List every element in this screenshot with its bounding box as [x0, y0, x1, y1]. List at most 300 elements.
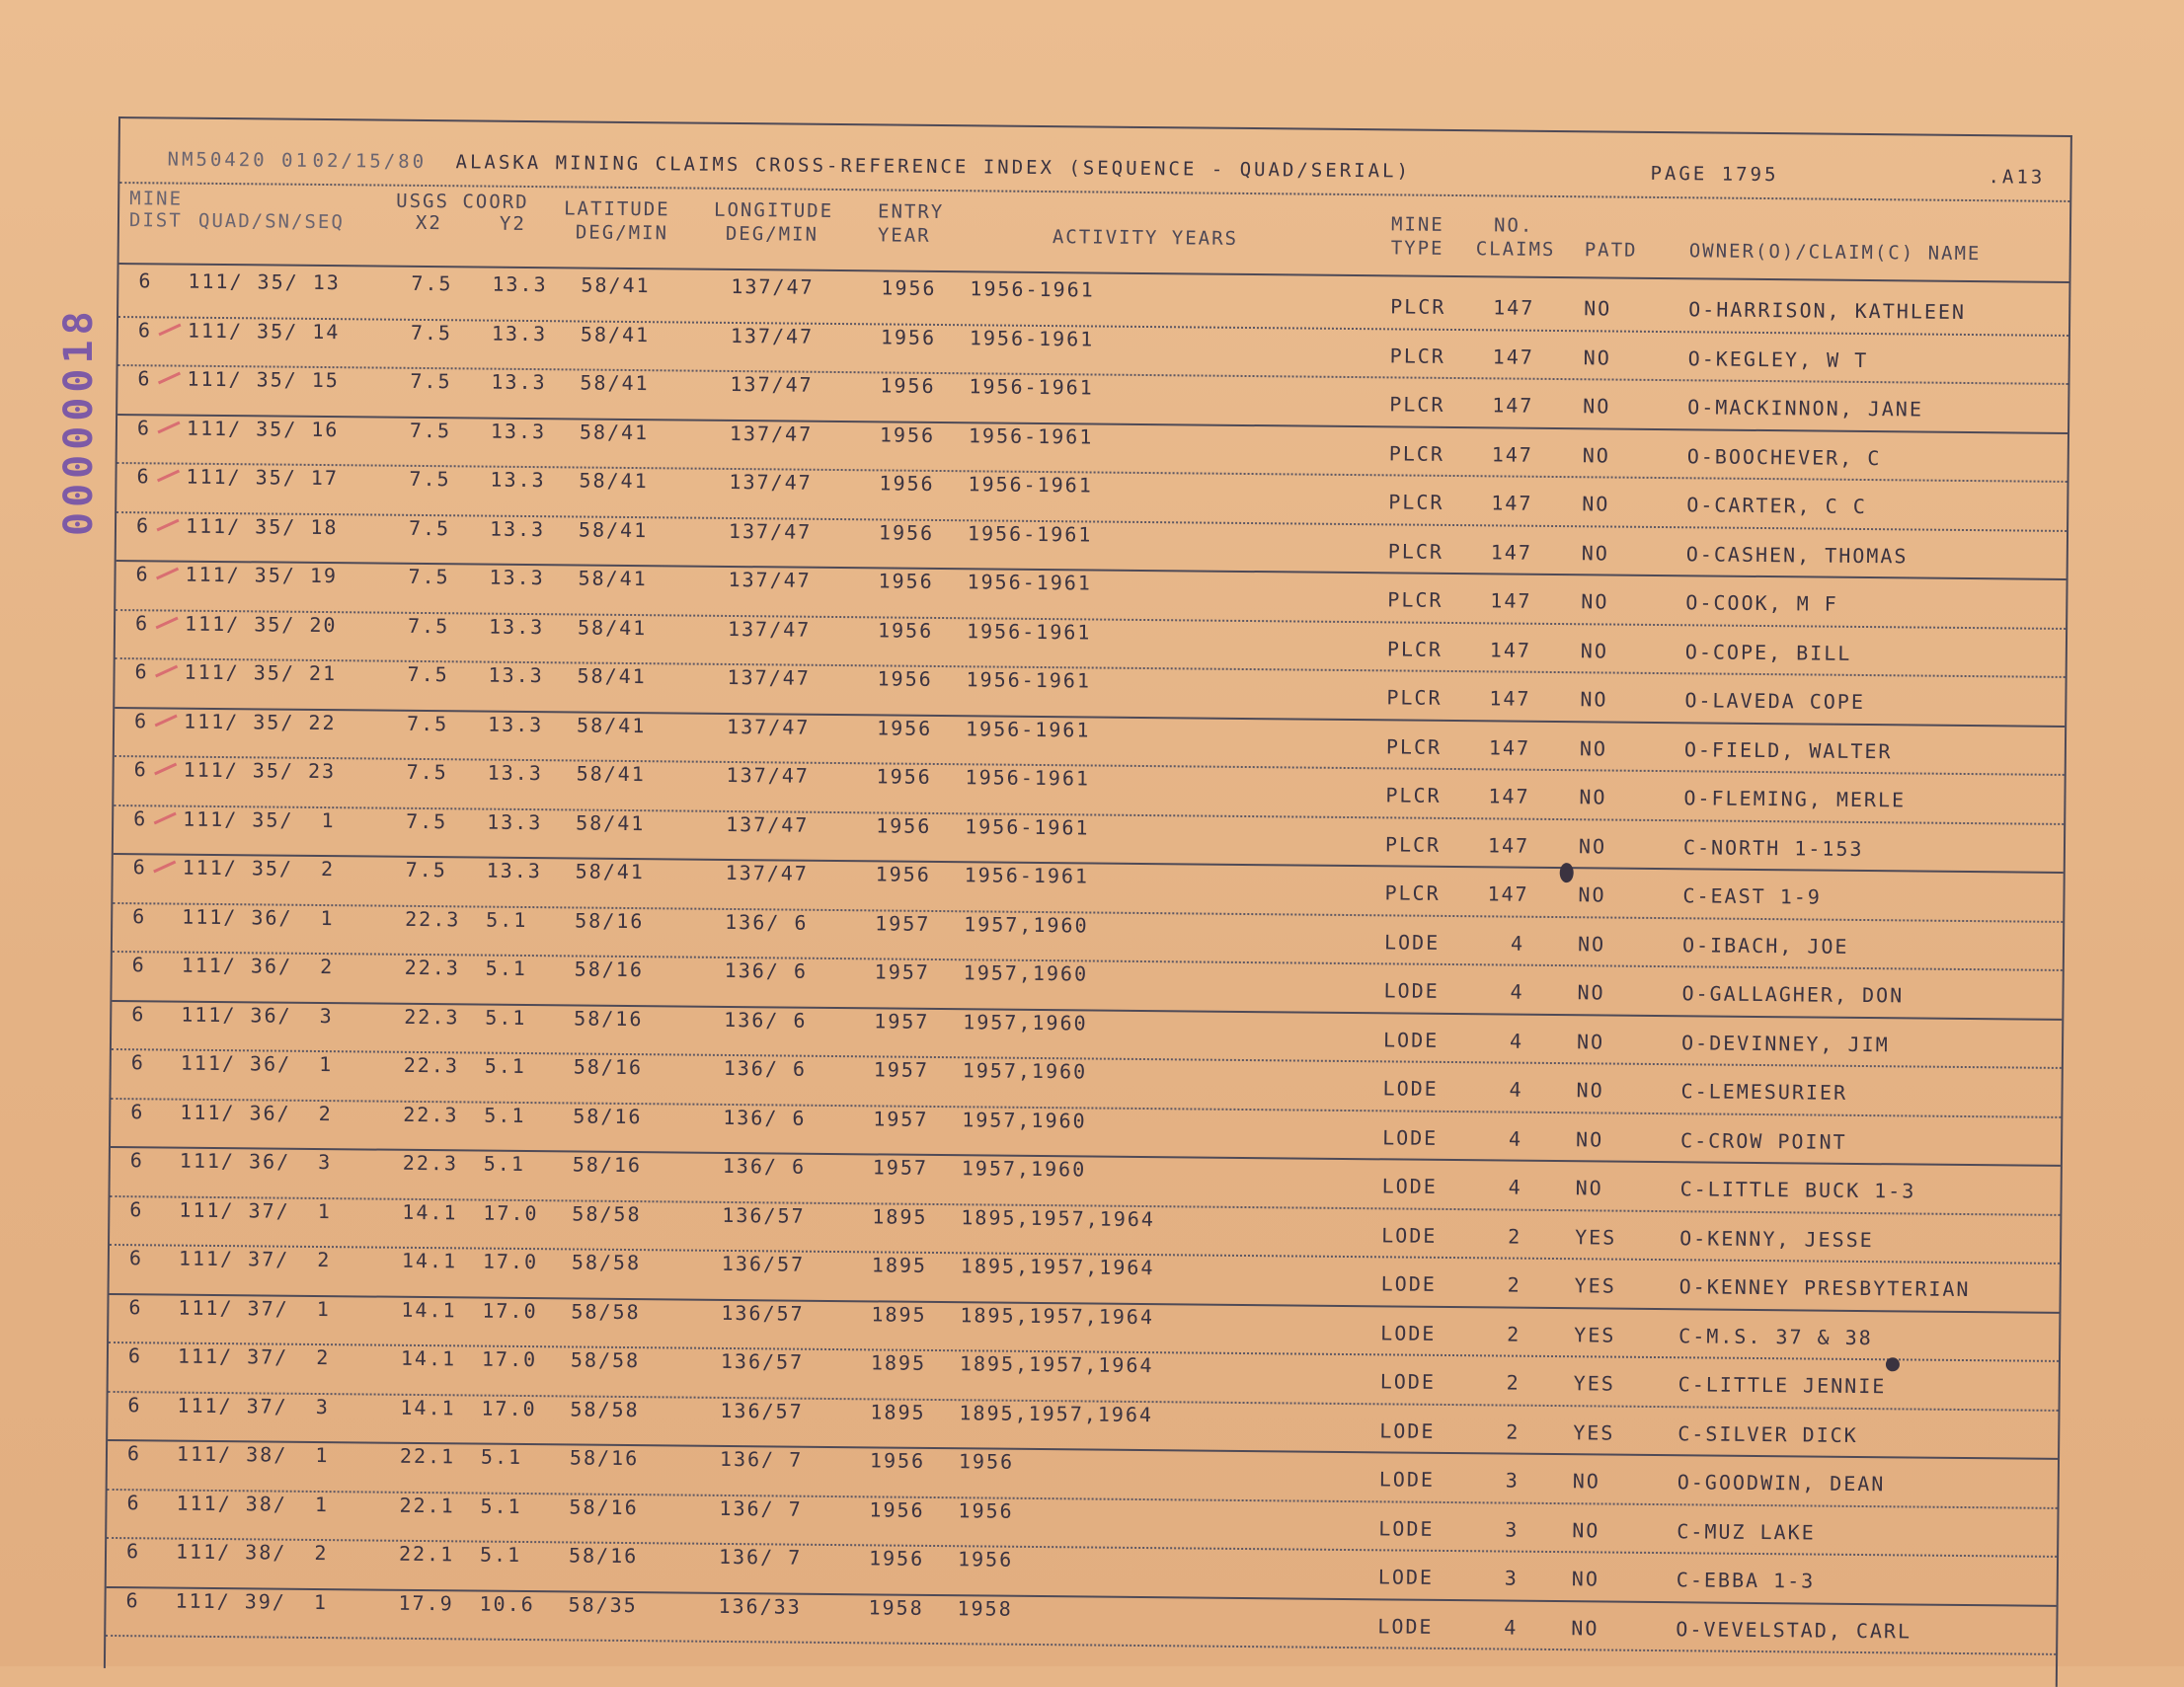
cell-quad-sn-seq: 111/ 35/ 17 — [186, 464, 340, 491]
cell-mine-dist: 6 — [134, 659, 149, 684]
cell-mine-dist: 6 — [129, 1148, 145, 1173]
cell-quad-sn-seq: 111/ 36/ 3 — [181, 1002, 334, 1028]
cell-longitude: 136/ 6 — [725, 909, 809, 935]
cell-mine-dist: 6 — [134, 708, 149, 732]
cell-mine-dist: 6 — [130, 1050, 145, 1075]
pencil-tick-mark — [155, 714, 178, 727]
cell-latitude: 58/41 — [576, 761, 646, 787]
cell-mine-type: PLCR — [1389, 392, 1445, 417]
cell-quad-sn-seq: 111/ 35/ 19 — [185, 562, 339, 588]
cell-latitude: 58/16 — [574, 957, 645, 982]
pencil-tick-mark — [158, 323, 181, 336]
cell-claim-count: 3 — [1505, 1468, 1520, 1493]
cell-usgs-y2: 17.0 — [482, 1298, 538, 1323]
cell-entry-year: 1957 — [873, 1106, 929, 1131]
cell-longitude: 136/57 — [722, 1202, 806, 1228]
cell-usgs-x2: 7.5 — [409, 418, 452, 442]
cell-entry-year: 1956 — [876, 715, 933, 740]
cell-usgs-y2: 13.3 — [487, 809, 543, 834]
cell-claim-count: 147 — [1491, 491, 1533, 515]
cell-entry-year: 1956 — [880, 373, 936, 398]
cell-longitude: 137/47 — [729, 469, 813, 495]
cell-owner-claim-name: C-EAST 1-9 — [1682, 883, 1823, 909]
cell-latitude: 58/58 — [570, 1396, 640, 1421]
cell-claim-count: 3 — [1504, 1566, 1520, 1590]
cell-patented: NO — [1578, 833, 1607, 859]
cell-activity-years: 1958 — [957, 1595, 1013, 1621]
cell-patented: NO — [1579, 785, 1607, 809]
cell-claim-count: 2 — [1507, 1272, 1521, 1297]
cell-longitude: 137/47 — [730, 371, 814, 397]
cell-usgs-y2: 13.3 — [486, 858, 542, 883]
cell-usgs-x2: 17.9 — [398, 1590, 454, 1615]
cell-activity-years: 1957,1960 — [964, 911, 1089, 937]
cell-owner-claim-name: O-GALLAGHER, DON — [1681, 981, 1905, 1008]
cell-longitude: 136/ 6 — [723, 1105, 807, 1130]
cell-mine-dist: 6 — [131, 1001, 146, 1026]
cell-patented: NO — [1576, 1126, 1604, 1151]
cell-quad-sn-seq: 111/ 35/ 2 — [182, 855, 336, 882]
cell-latitude: 58/41 — [581, 272, 651, 298]
cell-usgs-x2: 22.1 — [398, 1541, 455, 1567]
report-date: 02/15/80 — [312, 149, 428, 173]
cell-patented: YES — [1574, 1322, 1616, 1347]
cell-activity-years: 1957,1960 — [962, 1058, 1088, 1084]
cell-quad-sn-seq: 111/ 35/ 14 — [187, 318, 341, 344]
cell-mine-type: PLCR — [1386, 636, 1443, 661]
cell-activity-years: 1956-1961 — [970, 276, 1095, 302]
cell-owner-claim-name: C-M.S. 37 & 38 — [1678, 1323, 1873, 1349]
cell-mine-type: LODE — [1382, 1076, 1439, 1101]
cell-claim-count: 4 — [1510, 979, 1524, 1004]
cell-owner-claim-name: O-FLEMING, MERLE — [1683, 786, 1907, 812]
cell-claim-count: 2 — [1506, 1419, 1521, 1444]
col-claims-2: CLAIMS — [1475, 238, 1556, 261]
cell-usgs-x2: 7.5 — [407, 613, 450, 638]
cell-mine-dist: 6 — [132, 903, 147, 928]
cell-usgs-y2: 5.1 — [484, 1103, 526, 1127]
cell-entry-year: 1895 — [870, 1350, 927, 1375]
cell-usgs-x2: 7.5 — [408, 564, 450, 589]
cell-usgs-x2: 7.5 — [410, 368, 452, 394]
cell-latitude: 58/41 — [577, 663, 647, 689]
cell-usgs-y2: 13.3 — [490, 467, 546, 493]
cell-latitude: 58/16 — [568, 1543, 639, 1569]
cell-activity-years: 1956-1961 — [966, 618, 1092, 644]
cell-longitude: 136/33 — [718, 1593, 802, 1619]
cell-usgs-y2: 13.3 — [490, 419, 547, 443]
cell-entry-year: 1956 — [877, 666, 933, 691]
cell-longitude: 136/57 — [720, 1398, 804, 1423]
cell-longitude: 136/57 — [721, 1251, 806, 1276]
cell-owner-claim-name: O-CASHEN, THOMAS — [1685, 541, 1909, 568]
pencil-tick-mark — [156, 616, 179, 629]
cell-longitude: 136/ 7 — [718, 1544, 803, 1570]
cell-mine-dist: 6 — [137, 366, 152, 391]
cell-entry-year: 1956 — [878, 519, 935, 545]
cell-owner-claim-name: O-IBACH, JOE — [1681, 932, 1849, 959]
pencil-tick-mark — [156, 518, 179, 531]
cell-patented: NO — [1582, 442, 1610, 468]
cell-usgs-y2: 5.1 — [484, 1053, 527, 1079]
cell-usgs-x2: 7.5 — [408, 515, 451, 540]
cell-mine-dist: 6 — [127, 1343, 143, 1368]
cell-latitude: 58/41 — [576, 809, 646, 835]
cell-patented: NO — [1575, 1176, 1603, 1200]
cell-mine-dist: 6 — [136, 415, 152, 439]
cell-mine-dist: 6 — [126, 1441, 142, 1466]
cell-activity-years: 1956-1961 — [966, 667, 1092, 693]
cell-quad-sn-seq: 111/ 38/ 2 — [175, 1539, 329, 1566]
cell-quad-sn-seq: 111/ 35/ 22 — [184, 709, 337, 734]
cell-owner-claim-name: C-SILVER DICK — [1677, 1420, 1858, 1447]
cell-longitude: 136/ 6 — [724, 958, 809, 983]
cell-patented: NO — [1572, 1469, 1601, 1494]
cell-claim-count: 4 — [1504, 1615, 1519, 1640]
cell-activity-years: 1895,1957,1964 — [961, 1204, 1156, 1231]
cell-mine-dist: 6 — [133, 805, 148, 830]
job-id: NM50420 01 — [167, 148, 311, 172]
cell-quad-sn-seq: 111/ 36/ 1 — [182, 904, 335, 930]
cell-latitude: 58/16 — [572, 1152, 643, 1178]
cell-quad-sn-seq: 111/ 36/ 2 — [180, 1100, 333, 1125]
cell-owner-claim-name: O-DEVINNEY, JIM — [1680, 1030, 1890, 1056]
cell-longitude: 137/47 — [725, 860, 810, 885]
cell-mine-dist: 6 — [132, 855, 147, 880]
cell-owner-claim-name: C-LEMESURIER — [1680, 1079, 1848, 1105]
cell-latitude: 58/16 — [573, 1103, 643, 1128]
cell-quad-sn-seq: 111/ 35/ 23 — [183, 757, 337, 784]
cell-quad-sn-seq: 111/ 37/ 3 — [177, 1393, 331, 1419]
col-entry-1: ENTRY — [878, 200, 945, 224]
col-longitude-1: LONGITUDE — [714, 198, 834, 222]
cell-latitude: 58/58 — [571, 1298, 641, 1324]
cell-mine-type: LODE — [1382, 1124, 1439, 1150]
cell-claim-count: 147 — [1488, 734, 1531, 760]
cell-usgs-x2: 7.5 — [405, 857, 447, 882]
cell-usgs-y2: 13.3 — [491, 321, 548, 345]
cell-activity-years: 1956-1961 — [968, 422, 1094, 448]
cell-quad-sn-seq: 111/ 35/ 21 — [184, 659, 338, 686]
cell-owner-claim-name: O-KEGLEY, W T — [1687, 345, 1869, 372]
cell-entry-year: 1895 — [871, 1301, 927, 1327]
report-title: ALASKA MINING CLAIMS CROSS-REFERENCE INDEX (SEQUENCE - QUAD/SERIAL) — [455, 151, 1412, 183]
cell-quad-sn-seq: 111/ 35/ 20 — [184, 611, 338, 637]
cell-usgs-x2: 7.5 — [411, 270, 453, 296]
cell-longitude: 136/ 7 — [719, 1446, 804, 1472]
col-owner: OWNER(O)/CLAIM(C) NAME — [1688, 240, 1982, 266]
cell-activity-years: 1957,1960 — [961, 1156, 1087, 1182]
cell-usgs-y2: 13.3 — [492, 271, 548, 297]
col-entry-2: YEAR — [877, 224, 931, 247]
cell-owner-claim-name: O-BOOCHEVER, C — [1686, 443, 1882, 470]
cell-mine-type: PLCR — [1385, 733, 1443, 759]
cell-mine-type: PLCR — [1384, 881, 1441, 905]
cell-usgs-x2: 7.5 — [407, 711, 449, 735]
col-claims-1: NO. — [1493, 214, 1534, 237]
cell-longitude: 136/ 7 — [719, 1495, 803, 1521]
cell-patented: NO — [1572, 1517, 1600, 1542]
cell-longitude: 137/47 — [729, 421, 814, 446]
cell-latitude: 58/58 — [570, 1347, 641, 1373]
cell-longitude: 137/47 — [727, 664, 811, 690]
cell-latitude: 58/41 — [576, 712, 647, 737]
cell-quad-sn-seq: 111/ 36/ 3 — [179, 1148, 333, 1175]
cell-quad-sn-seq: 111/ 37/ 2 — [177, 1343, 331, 1370]
pencil-tick-mark — [154, 763, 177, 776]
cell-mine-dist: 6 — [131, 953, 146, 977]
cell-activity-years: 1895,1957,1964 — [960, 1302, 1155, 1329]
cell-claim-count: 2 — [1507, 1322, 1521, 1346]
cell-patented: NO — [1579, 735, 1608, 761]
cell-longitude: 137/47 — [726, 811, 810, 837]
cell-entry-year: 1895 — [872, 1203, 928, 1229]
cell-activity-years: 1957,1960 — [963, 1009, 1088, 1035]
cell-owner-claim-name: C-LITTLE JENNIE — [1677, 1372, 1887, 1399]
cell-owner-claim-name: O-KENNEY PRESBYTERIAN — [1678, 1274, 1971, 1302]
cell-quad-sn-seq: 111/ 36/ 1 — [180, 1050, 334, 1077]
cell-activity-years: 1956 — [957, 1547, 1014, 1572]
cell-usgs-y2: 17.0 — [481, 1396, 537, 1420]
cell-patented: NO — [1582, 492, 1610, 516]
pencil-tick-mark — [158, 372, 181, 385]
cell-patented: NO — [1577, 931, 1606, 956]
cell-mine-type: PLCR — [1387, 587, 1443, 612]
cell-activity-years: 1956-1961 — [964, 863, 1090, 888]
cell-mine-type: LODE — [1380, 1320, 1437, 1345]
cell-usgs-y2: 5.1 — [479, 1542, 522, 1567]
cell-longitude: 136/ 6 — [724, 1007, 808, 1033]
cell-entry-year: 1956 — [875, 862, 931, 886]
cell-mine-dist: 6 — [128, 1246, 144, 1270]
cell-entry-year: 1956 — [876, 764, 932, 789]
cell-owner-claim-name: C-LITTLE BUCK 1-3 — [1679, 1177, 1916, 1203]
cell-latitude: 58/16 — [575, 907, 645, 933]
cell-activity-years: 1956-1961 — [967, 520, 1093, 546]
report-code: .A13 — [1988, 166, 2046, 189]
cell-owner-claim-name: O-FIELD, WALTER — [1683, 736, 1893, 763]
cell-mine-type: PLCR — [1389, 343, 1446, 368]
cell-longitude: 136/ 6 — [723, 1055, 808, 1081]
page-stamp — [56, 296, 102, 543]
cell-mine-dist: 6 — [134, 610, 150, 635]
cell-latitude: 58/35 — [568, 1591, 638, 1617]
cell-entry-year: 1956 — [881, 275, 937, 300]
cell-quad-sn-seq: 111/ 39/ 1 — [175, 1588, 329, 1614]
cell-claim-count: 147 — [1493, 295, 1535, 320]
cell-activity-years: 1895,1957,1964 — [959, 1400, 1154, 1426]
cell-latitude: 58/58 — [572, 1200, 642, 1226]
pencil-tick-mark — [156, 568, 179, 580]
cell-entry-year: 1958 — [868, 1594, 924, 1620]
cell-usgs-x2: 14.1 — [401, 1248, 458, 1273]
cell-mine-type: LODE — [1381, 1174, 1438, 1198]
cell-latitude: 58/16 — [573, 1054, 644, 1080]
cell-patented: YES — [1573, 1419, 1615, 1445]
cell-mine-dist: 6 — [127, 1392, 142, 1417]
cell-usgs-y2: 13.3 — [491, 369, 547, 395]
cell-latitude: 58/41 — [575, 859, 646, 884]
cell-mine-type: PLCR — [1388, 490, 1444, 514]
cell-usgs-x2: 7.5 — [410, 320, 453, 345]
cell-activity-years: 1956-1961 — [969, 325, 1095, 350]
cell-latitude: 58/41 — [579, 468, 649, 494]
cell-owner-claim-name: O-CARTER, C C — [1686, 493, 1867, 519]
cell-mine-type: LODE — [1377, 1565, 1435, 1589]
cell-patented: YES — [1573, 1371, 1615, 1396]
cell-quad-sn-seq: 111/ 35/ 1 — [183, 806, 336, 832]
cell-usgs-y2: 13.3 — [487, 712, 544, 736]
cell-usgs-x2: 14.1 — [402, 1199, 458, 1224]
cell-longitude: 137/47 — [731, 273, 815, 299]
cell-entry-year: 1895 — [870, 1399, 926, 1424]
ink-blot — [1560, 863, 1574, 882]
cell-entry-year: 1957 — [873, 1057, 930, 1082]
cell-quad-sn-seq: 111/ 35/ 13 — [188, 268, 341, 295]
cell-mine-type: PLCR — [1387, 538, 1444, 564]
cell-patented: NO — [1580, 638, 1609, 663]
cell-mine-type: PLCR — [1390, 294, 1446, 319]
col-activity-years: ACTIVITY YEARS — [1052, 226, 1239, 250]
cell-longitude: 137/47 — [728, 518, 813, 544]
cell-entry-year: 1956 — [880, 324, 937, 349]
cell-entry-year: 1956 — [879, 422, 936, 447]
report-frame — [104, 116, 2072, 1687]
pencil-tick-mark — [155, 665, 178, 678]
cell-claim-count: 4 — [1510, 931, 1525, 956]
cell-owner-claim-name: O-COPE, BILL — [1684, 639, 1852, 665]
cell-mine-type: PLCR — [1386, 685, 1443, 710]
stamp-number: 00000018 — [56, 306, 102, 536]
cell-owner-claim-name: C-MUZ LAKE — [1677, 1518, 1816, 1545]
cell-usgs-y2: 17.0 — [481, 1346, 538, 1372]
cell-patented: NO — [1577, 980, 1605, 1005]
cell-owner-claim-name: O-KENNY, JESSE — [1679, 1225, 1874, 1252]
cell-entry-year: 1895 — [871, 1253, 928, 1277]
cell-activity-years: 1956-1961 — [965, 813, 1090, 839]
cell-patented: NO — [1571, 1567, 1600, 1591]
cell-activity-years: 1895,1957,1964 — [959, 1351, 1154, 1378]
cell-usgs-y2: 13.3 — [489, 516, 546, 541]
page-number: PAGE 1795 — [1650, 162, 1779, 187]
cell-owner-claim-name: O-HARRISON, KATHLEEN — [1688, 297, 1967, 324]
col-quad-sn-seq: QUAD/SN/SEQ — [197, 209, 345, 234]
cell-longitude: 136/ 6 — [722, 1153, 807, 1179]
cell-patented: NO — [1581, 540, 1610, 566]
cell-owner-claim-name: O-GOODWIN, DEAN — [1677, 1470, 1886, 1496]
cell-quad-sn-seq: 111/ 36/ 2 — [181, 953, 335, 979]
cell-latitude: 58/41 — [578, 516, 649, 542]
cell-mine-dist: 6 — [126, 1490, 141, 1514]
cell-mine-dist: 6 — [129, 1196, 144, 1221]
col-x2: X2 — [415, 211, 442, 235]
cell-patented: YES — [1574, 1273, 1616, 1298]
cell-claim-count: 147 — [1489, 637, 1532, 662]
col-longitude-2: DEG/MIN — [725, 222, 819, 246]
cell-owner-claim-name: O-VEVELSTAD, CARL — [1676, 1616, 1912, 1644]
cell-usgs-x2: 22.3 — [403, 1102, 459, 1126]
cell-mine-type: LODE — [1379, 1418, 1436, 1443]
cell-longitude: 136/57 — [721, 1300, 805, 1326]
cell-claim-count: 147 — [1487, 832, 1530, 858]
cell-patented: NO — [1584, 296, 1612, 321]
col-usgs-coord: USGS COORD — [396, 190, 529, 213]
cell-mine-type: LODE — [1378, 1467, 1436, 1492]
cell-entry-year: 1956 — [877, 617, 934, 643]
cell-mine-type: LODE — [1383, 929, 1441, 955]
cell-claim-count: 4 — [1508, 1175, 1522, 1199]
cell-patented: NO — [1576, 1078, 1604, 1103]
cell-claim-count: 2 — [1508, 1224, 1522, 1249]
cell-quad-sn-seq: 111/ 38/ 1 — [176, 1441, 330, 1468]
cell-patented: NO — [1580, 687, 1608, 712]
cell-owner-claim-name: C-CROW POINT — [1680, 1127, 1847, 1154]
cell-patented: NO — [1581, 589, 1609, 614]
cell-claim-count: 3 — [1505, 1517, 1520, 1542]
cell-usgs-x2: 7.5 — [406, 808, 448, 833]
cell-claim-count: 4 — [1509, 1029, 1524, 1053]
cell-claim-count: 147 — [1492, 393, 1534, 418]
cell-mine-type: LODE — [1377, 1613, 1434, 1639]
cell-mine-type: PLCR — [1388, 440, 1445, 466]
cell-usgs-y2: 10.6 — [479, 1591, 535, 1616]
cell-mine-dist: 6 — [125, 1539, 141, 1564]
cell-quad-sn-seq: 111/ 35/ 15 — [187, 366, 341, 393]
cell-activity-years: 1956 — [958, 1449, 1015, 1474]
cell-mine-dist: 6 — [135, 512, 151, 537]
cell-owner-claim-name: C-EBBA 1-3 — [1676, 1568, 1816, 1593]
cell-claim-count: 147 — [1492, 344, 1534, 369]
cell-activity-years: 1956 — [958, 1497, 1014, 1523]
cell-mine-type: LODE — [1380, 1271, 1437, 1296]
cell-usgs-x2: 22.1 — [399, 1493, 455, 1517]
col-latitude-2: DEG/MIN — [575, 221, 669, 245]
col-mine-dist-1: MINE — [129, 188, 184, 210]
cell-claim-count: 147 — [1490, 588, 1532, 613]
cell-activity-years: 1895,1957,1964 — [960, 1254, 1155, 1280]
col-mine-type-2: TYPE — [1390, 237, 1444, 260]
cell-entry-year: 1957 — [874, 1008, 930, 1034]
cell-owner-claim-name: O-MACKINNON, JANE — [1687, 395, 1924, 422]
cell-latitude: 58/41 — [579, 419, 650, 444]
cell-mine-dist: 6 — [130, 1099, 145, 1123]
cell-usgs-y2: 5.1 — [486, 907, 528, 932]
cell-usgs-y2: 5.1 — [483, 1151, 526, 1177]
cell-entry-year: 1956 — [876, 812, 932, 838]
cell-latitude: 58/41 — [580, 370, 650, 396]
col-patd: PATD — [1584, 239, 1638, 262]
cell-claim-count: 2 — [1506, 1370, 1521, 1395]
cell-activity-years: 1956-1961 — [969, 374, 1094, 400]
cell-entry-year: 1956 — [869, 1496, 925, 1522]
col-mine-type-1: MINE — [1390, 213, 1444, 236]
cell-mine-dist: 6 — [133, 757, 148, 782]
cell-longitude: 137/47 — [726, 714, 811, 739]
cell-owner-claim-name: C-NORTH 1-153 — [1682, 834, 1864, 861]
cell-mine-dist: 6 — [128, 1294, 143, 1319]
cell-mine-type: LODE — [1382, 1027, 1440, 1052]
cell-activity-years: 1956-1961 — [965, 765, 1091, 791]
cell-quad-sn-seq: 111/ 38/ 1 — [176, 1491, 330, 1516]
cell-entry-year: 1956 — [878, 569, 934, 593]
cell-patented: NO — [1571, 1615, 1599, 1640]
cell-usgs-x2: 22.3 — [402, 1150, 459, 1176]
cell-usgs-x2: 14.1 — [400, 1345, 457, 1371]
cell-usgs-x2: 7.5 — [406, 759, 448, 785]
cell-usgs-y2: 13.3 — [487, 760, 543, 786]
pencil-tick-mark — [154, 811, 177, 824]
cell-mine-dist: 6 — [125, 1587, 140, 1612]
